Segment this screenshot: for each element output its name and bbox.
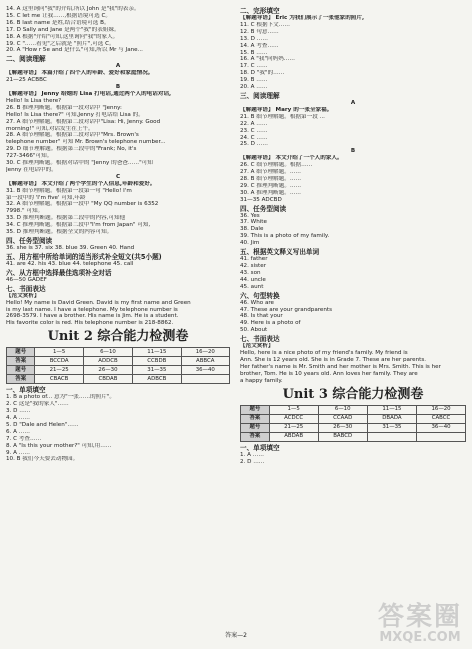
table-row (241, 432, 466, 441)
answer-line: 8. A "Is this your mother?" 可知,用…… (6, 442, 112, 449)
table-cell: 答案 (241, 432, 270, 441)
section6-title: 六、句型转换 (240, 291, 280, 300)
answer-line: Hello! My name is David Green. David is my first name and Green (6, 299, 191, 306)
answer-line: 13. D …… (240, 35, 268, 42)
answer-line: 35. D 推理判断题。根据全文的内容可知。 (6, 229, 113, 236)
table-cell: CBDAB (83, 375, 132, 384)
answer-line: 43. son (240, 269, 261, 276)
answer-line: 14. A 考查…… (240, 42, 279, 49)
answer-line: 26. B 推理判断题。根据第一段对话中 "Jenny: (6, 104, 122, 111)
answer-line: 42. sister (240, 263, 266, 269)
table-cell: DBADA (367, 414, 416, 423)
passage-c-tip: 【解题导语】 本文介绍了两个学生的个人信息,年龄和爱好。 (6, 180, 156, 187)
answer-line: a happy family. (240, 377, 283, 384)
answer-line: 17. D Sally and Jane 是两个"我"的表姐妹。 (6, 26, 120, 33)
table-row (241, 405, 466, 414)
table-cell: 21—25 (269, 423, 318, 432)
answer-line: 30. A 推理判断题。…… (240, 189, 302, 196)
answer-line: 1. B a photo of... 意为"一张……的照片"。 (6, 394, 116, 401)
answer-line: 21. B 细节理解题。根据第一段 ... (240, 113, 325, 120)
top-answers (6, 6, 230, 54)
passage-a-lines (240, 114, 466, 149)
answer-line: 2. D …… (240, 458, 265, 465)
table-cell (417, 432, 466, 441)
answer-line: 20. A "How r 5e and 是什么"可知,所以 Mr 与 Jane... (6, 47, 143, 54)
answer-line: 45. aunt (240, 283, 264, 290)
passage-b-label: B (350, 148, 356, 155)
table-cell: 36—40 (181, 366, 229, 375)
table-cell: 21—25 (35, 366, 83, 375)
cloze-answers (240, 22, 466, 91)
table-cell: CBACB (35, 375, 83, 384)
answer-line: 34. C 推理判断题。根据第二段中"I'm from Japan" 可知, (6, 222, 151, 229)
answer-line: telephone number" 可知 Mr. Brown's telephone number... (6, 139, 166, 146)
answer-line: 10. B 我们今天要去动物园。 (6, 456, 79, 463)
passage-b-lines (240, 162, 466, 197)
answer-line: 29. C 推理判断题。…… (240, 182, 302, 189)
answer-line: 19. C "……看见"之后就是 "照片",可选 C。 (6, 40, 115, 47)
answer-line: 28. A 细节理解题。根据第二段对话中"Mrs. Brown's (6, 132, 139, 139)
table-row (241, 423, 466, 432)
answer-line: 16. B last name 是姓,结合语境可选 B。 (6, 19, 110, 26)
answer-line: 23. C …… (240, 127, 268, 134)
left-column (6, 6, 230, 463)
table-cell (181, 375, 229, 384)
table-cell: BCCDA (35, 357, 83, 366)
answer-line: 38. Dale (240, 226, 264, 233)
essay-text (6, 300, 230, 328)
answer-line: 48. Is that your (240, 313, 283, 320)
reading-title: 三、阅读理解 (240, 91, 280, 100)
table-cell: ABDAB (269, 432, 318, 441)
essay-label: 【范文赏析】 (240, 343, 274, 350)
answer-line: 3. D …… (6, 408, 31, 415)
answer-line: 50. About (240, 327, 268, 334)
answer-line: 32. A 细节理解题。根据第一段中 "My QQ number is 6352 (6, 201, 159, 208)
answer-line: 22. A …… (240, 120, 268, 127)
answer-line: 9. A …… (6, 449, 30, 456)
answer-line: 47. These are your grandparents (240, 306, 333, 313)
table-cell: 31—35 (367, 423, 416, 432)
unit2-title: Unit 2 综合能力检测卷 (47, 329, 189, 345)
unit3-title: Unit 3 综合能力检测卷 (282, 386, 424, 402)
answer-line: 36. she is 37. six 38. blue 39. Green 40. Hand (6, 245, 135, 251)
unit2-answer-table (6, 347, 230, 384)
unit3-section1-lines (240, 452, 466, 466)
passage-a-tip: 【解题导语】 本篇介绍了四个人的年龄、爱好和家庭情况。 (6, 70, 154, 77)
table-cell: 11—15 (133, 348, 181, 357)
table-cell: 36—40 (417, 423, 466, 432)
answer-line: 15. C let me 让我……,根据语境可选 C。 (6, 12, 111, 19)
answer-line: Hello, here is a nice photo of my friend's family. My friend is (240, 350, 408, 357)
table-cell: BABCD (318, 432, 367, 441)
table-cell: 26—30 (318, 423, 367, 432)
section4-title: 四、任务型阅读 (6, 237, 53, 245)
table-cell: ADBCB (133, 375, 181, 384)
table-cell: 题号 (7, 366, 35, 375)
section5-answers (240, 256, 466, 291)
table-cell: 6—10 (83, 348, 132, 357)
table-cell: ACDCC (269, 414, 318, 423)
section6-answers: 46—50 GADEF (6, 276, 47, 283)
table-cell: 16—20 (417, 405, 466, 414)
table-cell: CCAAD (318, 414, 367, 423)
watermark-logo (378, 603, 462, 645)
answer-line: 41. father (240, 256, 268, 263)
answer-line: Hello! Is Lisa there? (6, 97, 62, 104)
answer-line: 2. C 这是"我的家人"…… (6, 401, 69, 408)
section4-answers (6, 245, 230, 252)
table-row (7, 357, 230, 366)
table-cell: ABBCA (181, 357, 229, 366)
section4-answers (240, 213, 466, 248)
passage-a-label: A (350, 99, 356, 106)
answer-line: 7998." 可知。 (6, 208, 44, 215)
section7-title: 七、书面表达 (6, 284, 46, 293)
answer-line: His favorite color is red. His telephone number is 218-8862. (6, 320, 174, 327)
answer-line: 33. D 推理判断题。根据第二段中的内容,可知他 (6, 215, 126, 222)
answer-line: 17. C …… (240, 63, 268, 70)
essay-text (240, 350, 466, 385)
answer-line: 20. A …… (240, 84, 268, 91)
answer-line: Jenny 在电话中的。 (6, 166, 57, 173)
table-cell: 答案 (241, 414, 270, 423)
page-footer: 答案—2 (225, 632, 247, 639)
table-cell: 31—35 (133, 366, 181, 375)
section4-title: 四、任务型阅读 (240, 204, 287, 213)
unit3-answer-table (240, 405, 466, 442)
table-cell: 题号 (7, 348, 35, 357)
section7-title: 七、书面表达 (240, 335, 280, 344)
passage-c-label: C (115, 173, 121, 180)
answer-line: 37. White (240, 219, 267, 226)
answer-line: 46. Who are (240, 299, 274, 306)
answer-line: 30. C 推理判断题。根据对话中的 "Jenny 的爸爸……"可知 (6, 160, 153, 167)
answer-line: 2698-3579. I have a brother. His name is Jim. He is a student. (6, 313, 179, 320)
answer-line: 36. Yes (240, 212, 260, 219)
table-cell: 1—5 (269, 405, 318, 414)
passage-a-tip: 【解题导语】 Mary 的一张全家福。 (240, 106, 333, 113)
passage-b-tip: 【解题导语】 Jenny 给她的 Lisa 打电话,通过两个人的电话对话, (6, 90, 172, 97)
answer-line: 15. B …… (240, 49, 268, 56)
answer-line: 25. D …… (240, 141, 268, 148)
answer-line: 44. uncle (240, 276, 266, 283)
answer-line: 28. B 细节理解题。…… (240, 175, 302, 182)
answer-line: morning!" 可知,对话发生在上午。 (6, 125, 94, 132)
passage-a-label: A (115, 63, 121, 70)
table-row (7, 348, 230, 357)
answer-line: brother, Tom. He is 10 years old. Ann loves her family. They are (240, 370, 418, 377)
answer-line: 14. A 这里询问"我"的介绍,所以 John 是"我"的表亲。 (6, 6, 140, 12)
unit2-section1-lines (6, 394, 230, 463)
passage-c-lines (6, 188, 230, 236)
answer-line: 11. C 根据下文…… (240, 21, 290, 28)
answer-line: 29. D 细节理解题。根据第三段中的"Frank; No, it's (6, 146, 137, 153)
cloze-tip: 【解题导语】 Eric 为我们展示了一张他家的照片, (240, 15, 365, 21)
table-row (7, 366, 230, 375)
section5-answers: 41. are 42. his 43. blue 44. telephone 45. call (6, 260, 134, 267)
answer-line: 26. C 细节理解题。根据…… (240, 162, 313, 169)
answer-line: 27. A 细节理解题。根据第二段对话中"Lisa: Hi, Jenny. Good (6, 118, 161, 125)
table-cell: 26—30 (83, 366, 132, 375)
answer-line: is my last name. I have a telephone. My telephone number is (6, 306, 178, 313)
table-cell: 11—15 (367, 405, 416, 414)
answer-line: 6. A …… (6, 428, 30, 435)
answer-line: 5. D "Dale and Helen"…… (6, 421, 79, 428)
cloze-title: 二、完形填空 (240, 7, 280, 15)
section6-title: 六、从方框中选择最佳选项补全对话 (6, 268, 112, 277)
section5-title: 五、用方框中所给单词的适当形式补全短文(共5小题) (6, 252, 162, 261)
answer-line: 49. Here is a photo of (240, 320, 301, 327)
answer-line: 4. A …… (6, 414, 30, 421)
answer-line: 24. C …… (240, 134, 268, 141)
unit2-section1-title: 一、单项填空 (6, 386, 46, 395)
answer-line: 1. A …… (240, 451, 264, 458)
table-cell: 6—10 (318, 405, 367, 414)
table-cell: ADDCB (83, 357, 132, 366)
answer-line: 18. D "我"的…… (240, 70, 285, 77)
table-row (7, 375, 230, 384)
table-cell: 答案 (7, 357, 35, 366)
table-cell: 16—20 (181, 348, 229, 357)
answer-line: 16. A "我"向妈妈…… (240, 56, 295, 63)
table-cell: CCBDB (133, 357, 181, 366)
table-cell (367, 432, 416, 441)
answer-line: Her father's name is Mr. Smith and her mother is Mrs. Smith. This is her (240, 363, 441, 370)
passage-b-tail: 31—35 ADCBD (240, 196, 282, 203)
table-cell: 答案 (7, 375, 35, 384)
reading-title: 二、阅读理解 (6, 55, 46, 64)
watermark-url: MXQE.COM (379, 630, 461, 645)
right-column (240, 6, 466, 465)
answer-line: 39. This is a photo of my family. (240, 233, 330, 240)
passage-b-label: B (115, 84, 121, 91)
answer-line: 7. C 考查…… (6, 435, 42, 442)
passage-a-answers: 21—25 ACBBC (6, 77, 47, 84)
answer-line: 40. Jim (240, 240, 260, 247)
answer-line: 727-3466"可知。 (6, 153, 53, 160)
answer-line: 18. A 根据"介绍"可知,这里询问"我"的家人。 (6, 33, 119, 40)
table-cell: 题号 (241, 405, 270, 414)
section5-title: 五、根据英文释义写出单词 (240, 248, 320, 257)
unit3-section1-title: 一、单项填空 (240, 443, 280, 452)
answer-line: 27. A 细节理解题。…… (240, 169, 302, 176)
watermark-text: 答案圈 (377, 602, 462, 632)
essay-label: 【范文赏析】 (6, 292, 40, 299)
answer-line: 31. B 细节理解题。根据第一段第一句 "Hello! I'm (6, 187, 132, 194)
table-cell: 1—5 (35, 348, 83, 357)
section6-answers (240, 300, 466, 335)
answer-line: 12. B 句意…… (240, 28, 279, 35)
passage-b-tip: 【解题导语】 本文介绍了一个人的家人。 (240, 155, 343, 162)
answer-line: Hello! Is Lisa there?" 可知,Jenny 打电话给 Lisa 的。 (6, 111, 144, 118)
answer-line: 19. B …… (240, 77, 268, 84)
table-row (241, 414, 466, 423)
passage-b-lines (6, 98, 230, 174)
table-cell: 题号 (241, 423, 270, 432)
table-cell: CABCC (417, 414, 466, 423)
answer-line: Ann. She is 12 years old. She is in Grade 7. These are her parents. (240, 356, 427, 363)
answer-line: 第一段中的 'I'm five' 可知,年龄 (6, 194, 86, 201)
